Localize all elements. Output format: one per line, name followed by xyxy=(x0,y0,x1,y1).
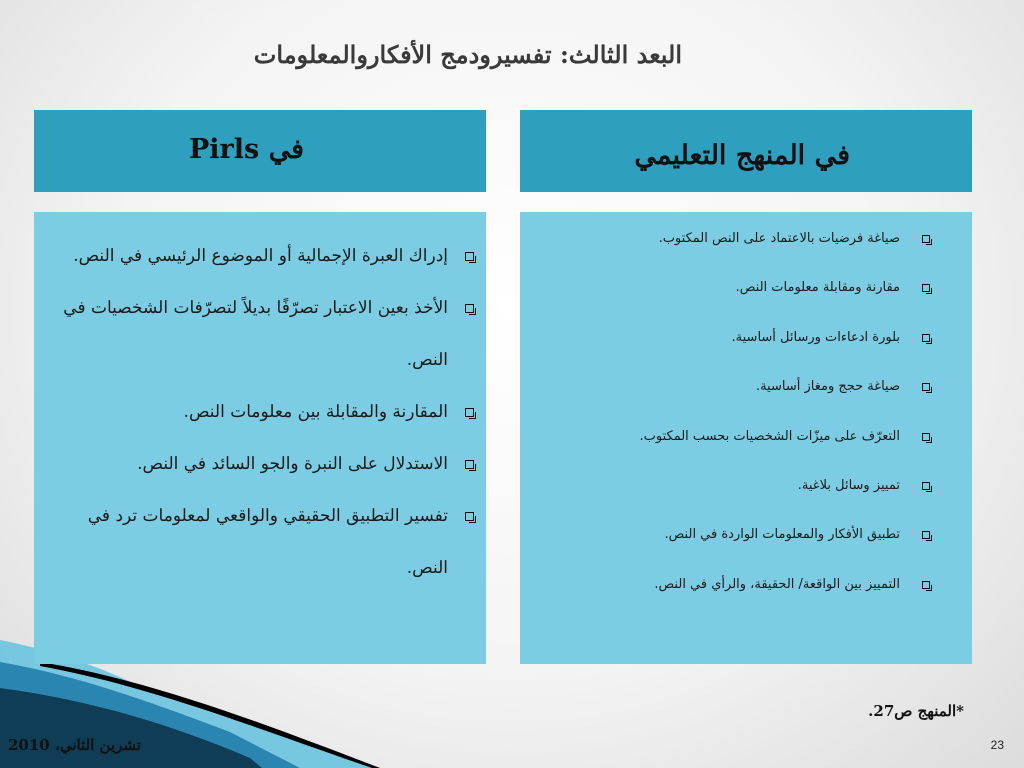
list-item xyxy=(530,476,900,496)
list-item-text: التعرّف على ميزّات الشخصيات بحسب المكتوب. xyxy=(639,428,900,444)
checkbox-square-icon xyxy=(922,284,930,292)
list-item-text: إدراك العبرة الإجمالية أو الموضوع الرئيسي في النص. xyxy=(73,246,448,266)
checkbox-square-icon xyxy=(465,304,474,313)
checkbox-square-icon xyxy=(922,482,930,490)
list-item-text: صياغة فرضيات بالاعتماد على النص المكتوب. xyxy=(658,231,900,246)
checkbox-square-icon xyxy=(465,252,474,261)
list-item-text: الأخذ بعين الاعتبار تصرّفًا بديلاً لتصرّفات الشخصيات في النص. xyxy=(63,298,448,370)
curriculum-list xyxy=(530,229,900,595)
list-item xyxy=(46,386,448,438)
checkbox-square-icon xyxy=(922,531,930,539)
list-item xyxy=(530,278,900,298)
header-pirls: في Pirls xyxy=(34,110,486,192)
slide-date: تشرين الثاني، 2010 xyxy=(8,736,141,754)
checkbox-square-icon xyxy=(465,460,474,469)
list-item-text: المقارنة والمقابلة بين معلومات النص. xyxy=(183,402,448,422)
list-item xyxy=(46,282,448,386)
checkbox-square-icon xyxy=(465,408,474,417)
pirls-list xyxy=(46,230,448,594)
checkbox-square-icon xyxy=(922,334,930,342)
list-item-text: صياغة حجج ومغاز أساسية. xyxy=(755,379,900,395)
list-item-text: الاستدلال على النبرة والجو السائد في النص. xyxy=(137,454,448,474)
slide-title: البعد الثالث: تفسيرودمج الأفكاروالمعلومات xyxy=(253,40,682,69)
list-item xyxy=(46,230,448,282)
panel-curriculum xyxy=(520,212,972,664)
page-number: 23 xyxy=(990,738,1004,752)
list-item xyxy=(530,525,900,545)
list-item-text: مقارنة ومقابلة معلومات النص. xyxy=(735,280,900,296)
list-item xyxy=(46,438,448,490)
footnote-reference: *المنهج ص27. xyxy=(868,702,964,720)
panel-pirls xyxy=(34,212,486,664)
list-item-text: تطبيق الأفكار والمعلومات الواردة في النص. xyxy=(664,527,900,543)
list-item xyxy=(530,328,900,348)
list-item xyxy=(530,229,900,249)
checkbox-square-icon xyxy=(465,512,474,521)
list-item xyxy=(530,377,900,397)
list-item xyxy=(530,575,900,595)
checkbox-square-icon xyxy=(922,235,930,243)
checkbox-square-icon xyxy=(922,433,930,441)
list-item xyxy=(530,427,900,447)
list-item-text: تمييز وسائل بلاغية. xyxy=(797,477,900,493)
list-item-text: التمييز بين الواقعة/ الحقيقة، والرأي في النص. xyxy=(654,576,900,592)
checkbox-square-icon xyxy=(922,581,930,589)
list-item xyxy=(46,490,448,594)
checkbox-square-icon xyxy=(922,383,930,391)
header-curriculum: في المنهج التعليمي xyxy=(520,110,972,192)
list-item-text: تفسير التطبيق الحقيقي والواقعي لمعلومات ترد في النص. xyxy=(87,506,448,578)
list-item-text: بلورة ادعاءات ورسائل أساسية. xyxy=(731,329,900,345)
